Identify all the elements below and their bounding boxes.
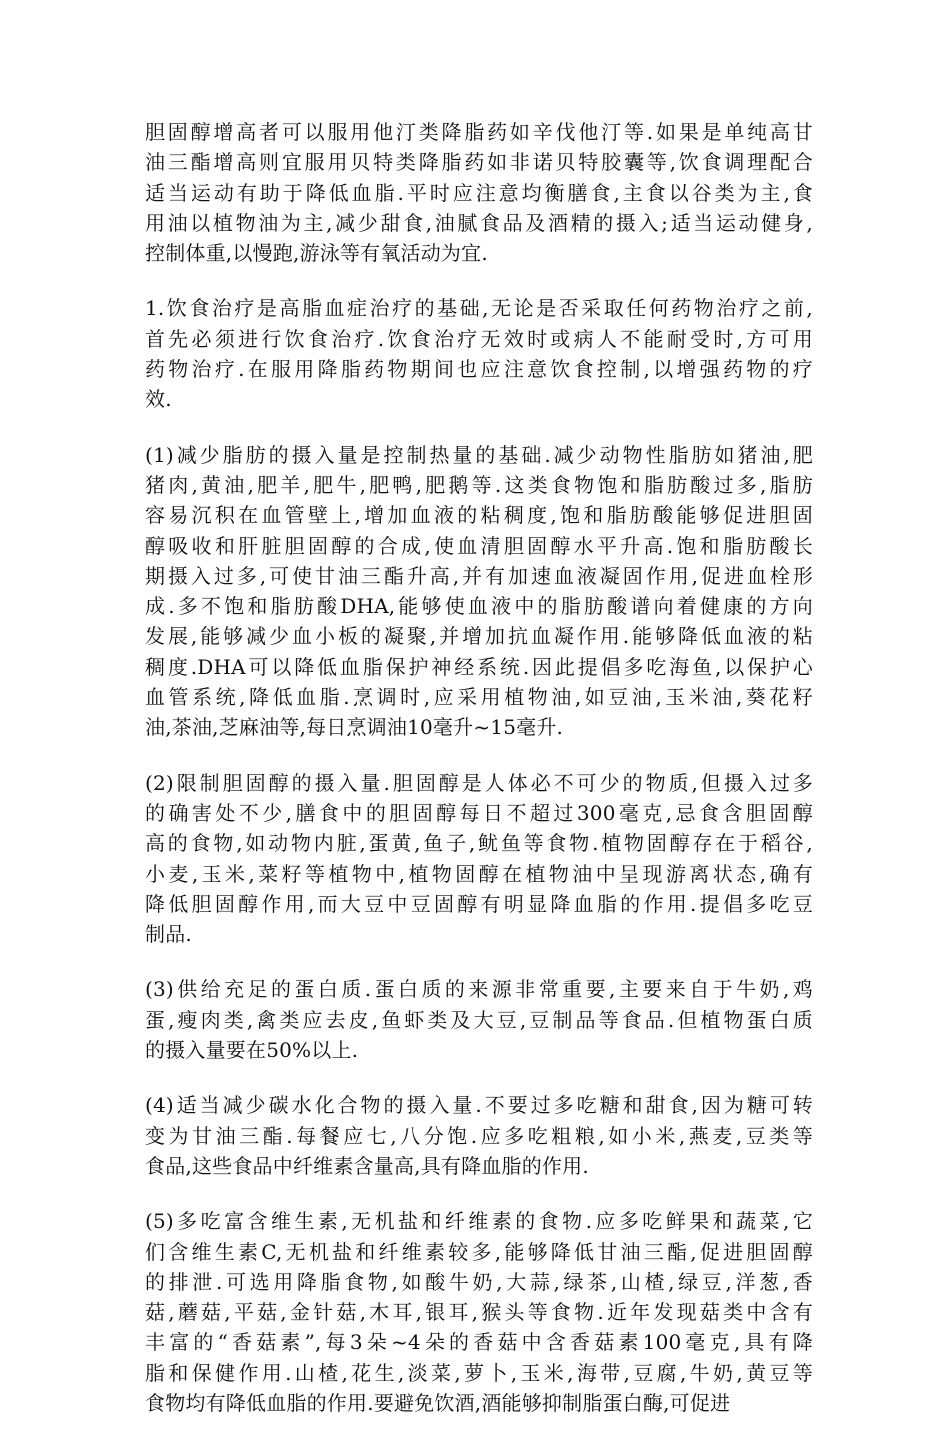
text-line: 的确害处不少,膳食中的胆固醇每日不超过300毫克,忌食含胆固醇: [145, 800, 813, 825]
text-line: 油三酯增高则宜服用贝特类降脂药如非诺贝特胶囊等,饮食调理配合: [145, 150, 813, 175]
text-line: (1)减少脂肪的摄入量是控制热量的基础.减少动物性脂肪如猪油,肥: [145, 442, 813, 467]
text-line: 容易沉积在血管壁上,增加血液的粘稠度,饱和脂肪酸能够促进胆固: [145, 503, 813, 528]
text-line: 效.: [145, 387, 172, 412]
text-line: 变为甘油三酯.每餐应七,八分饱.应多吃粗粮,如小米,燕麦,豆类等: [145, 1123, 813, 1148]
text-line: (4)适当减少碳水化合物的摄入量.不要过多吃糖和甜食,因为糖可转: [145, 1093, 813, 1118]
text-line: 们含维生素C,无机盐和纤维素较多,能够降低甘油三酯,促进胆固醇: [145, 1239, 813, 1264]
text-line: 小麦,玉米,菜籽等植物中,植物固醇在植物油中呈现游离状态,确有: [145, 861, 813, 886]
text-line: 发展,能够减少血小板的凝聚,并增加抗血凝作用.能够降低血液的粘: [145, 624, 813, 649]
text-line: 食物均有降低血脂的作用.要避免饮酒,酒能够抑制脂蛋白酶,可促进: [145, 1390, 731, 1415]
text-line: 1.饮食治疗是高脂血症治疗的基础,无论是否采取任何药物治疗之前,: [145, 296, 813, 321]
text-line: 猪肉,黄油,肥羊,肥牛,肥鸭,肥鹅等.这类食物饱和脂肪酸过多,脂肪: [145, 472, 813, 497]
text-line: 血管系统,降低血脂.烹调时,应采用植物油,如豆油,玉米油,葵花籽: [145, 685, 813, 710]
text-line: 高的食物,如动物内脏,蛋黄,鱼子,鱿鱼等食物.植物固醇存在于稻谷,: [145, 831, 813, 856]
text-line: 蛋,瘦肉类,禽类应去皮,鱼虾类及大豆,豆制品等食品.但植物蛋白质: [145, 1007, 813, 1032]
text-line: 成.多不饱和脂肪酸DHA,能够使血液中的脂肪酸谱向着健康的方向: [145, 594, 813, 619]
document-page: [145, 117, 813, 1443]
text-line: 丰富的“香菇素”,每3朵~4朵的香菇中含香菇素100毫克,具有降: [145, 1330, 813, 1355]
text-line: 适当运动有助于降低血脂.平时应注意均衡膳食,主食以谷类为主,食: [145, 180, 813, 205]
paragraph: [145, 1206, 813, 1418]
text-line: 期摄入过多,可使甘油三酯升高,并有加速血液凝固作用,促进血栓形: [145, 563, 813, 588]
text-line: 胆固醇增高者可以服用他汀类降脂药如辛伐他汀等.如果是单纯高甘: [145, 120, 813, 144]
text-line: 油,茶油,芝麻油等,每日烹调油10毫升~15毫升.: [145, 715, 564, 740]
text-line: 降低胆固醇作用,而大豆中豆固醇有明显降血脂的作用.提倡多吃豆: [145, 891, 813, 916]
paragraph: [145, 974, 813, 1065]
text-line: 首先必须进行饮食治疗.饮食治疗无效时或病人不能耐受时,方可用: [145, 326, 813, 351]
text-line: 的排泄.可选用降脂食物,如酸牛奶,大蒜,绿茶,山楂,绿豆,洋葱,香: [145, 1269, 813, 1294]
text-line: 稠度.DHA可以降低血脂保护神经系统.因此提倡多吃海鱼,以保护心: [145, 654, 813, 679]
text-line: (3)供给充足的蛋白质.蛋白质的来源非常重要,主要来自于牛奶,鸡: [145, 977, 813, 1002]
text-line: 制品.: [145, 922, 192, 947]
text-line: (2)限制胆固醇的摄入量.胆固醇是人体必不可少的物质,但摄入过多: [145, 770, 813, 795]
text-line: 用油以植物油为主,减少甜食,油腻食品及酒精的摄入;适当运动健身,: [145, 210, 813, 235]
text-line: 脂和保健作用.山楂,花生,淡菜,萝卜,玉米,海带,豆腐,牛奶,黄豆等: [145, 1360, 813, 1385]
text-line: 醇吸收和肝脏胆固醇的合成,使血清胆固醇水平升高.饱和脂肪酸长: [145, 533, 813, 558]
text-line: 食品,这些食品中纤维素含量高,具有降血脂的作用.: [145, 1153, 589, 1178]
text-line: (5)多吃富含维生素,无机盐和纤维素的食物.应多吃鲜果和蔬菜,它: [145, 1209, 813, 1234]
paragraph: [145, 768, 813, 950]
paragraph: [145, 117, 813, 268]
paragraph: [145, 293, 813, 414]
text-line: 的摄入量要在50%以上.: [145, 1038, 359, 1063]
text-line: 控制体重,以慢跑,游泳等有氧活动为宜.: [145, 241, 488, 266]
paragraph: [145, 440, 813, 743]
text-line: 菇,蘑菇,平菇,金针菇,木耳,银耳,猴头等食物.近年发现菇类中含有: [145, 1300, 813, 1325]
text-line: 药物治疗.在服用降脂药物期间也应注意饮食控制,以增强药物的疗: [145, 357, 813, 382]
paragraph: [145, 1090, 813, 1181]
